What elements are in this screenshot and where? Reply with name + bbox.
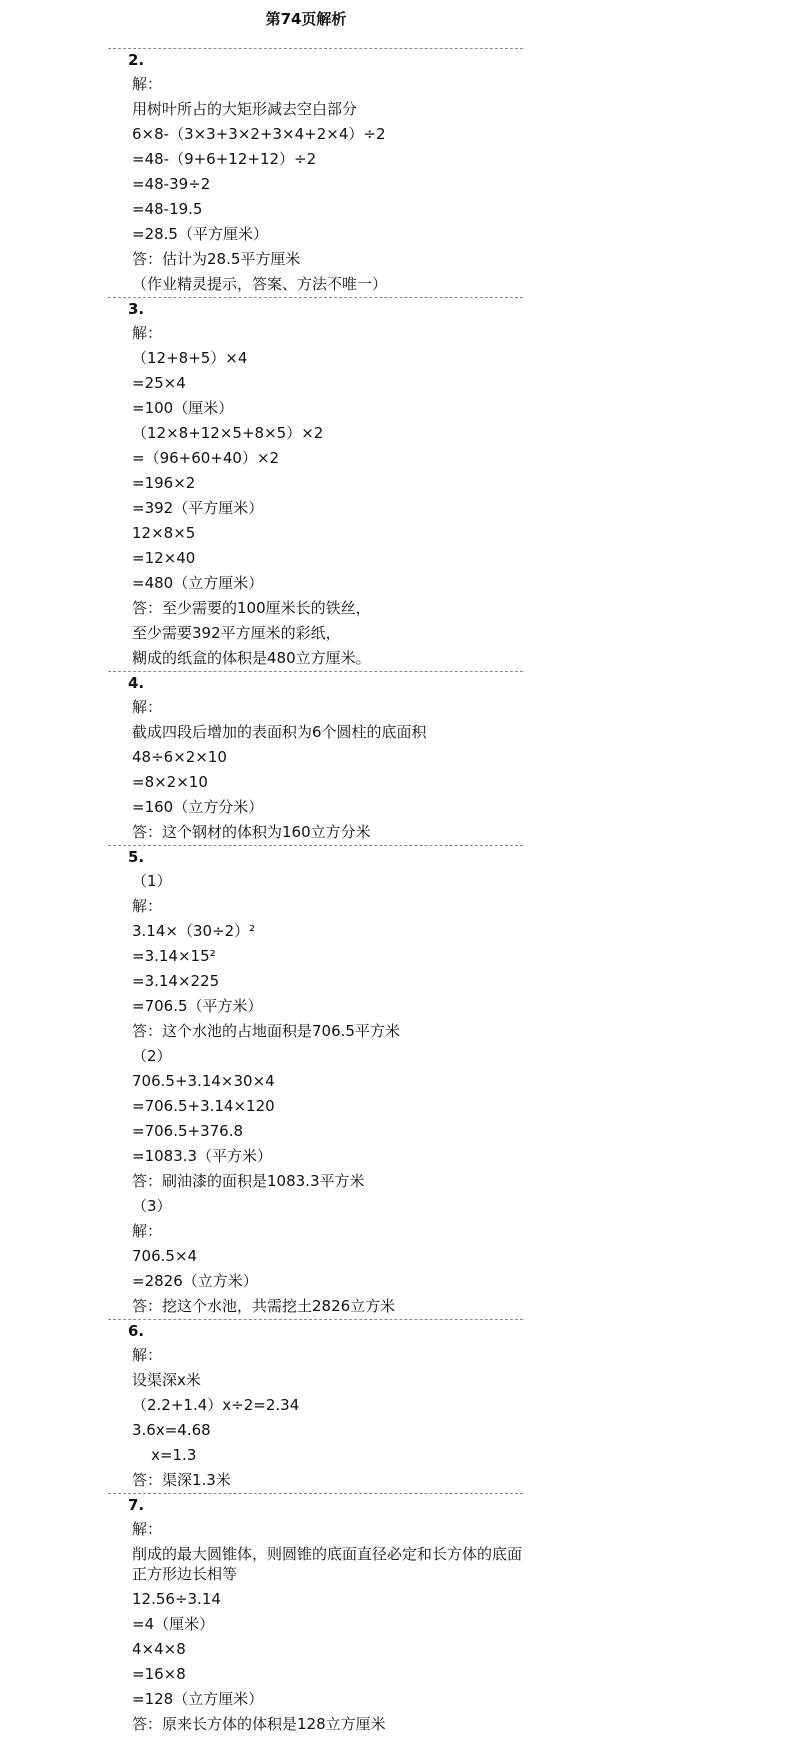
solution-line: 答：原来长方体的体积是128立方厘米 [132,1715,386,1733]
solution-line: 答：这个钢材的体积为160立方分米 [132,823,371,841]
solution-line: 答：刷油漆的面积是1083.3平方米 [132,1172,365,1190]
solution-line: 解： [132,75,163,93]
solution-line: 解： [132,1520,163,1538]
solution-line: =48-19.5 [132,200,203,218]
question-number: 3. [128,300,145,318]
solution-line: =8×2×10 [132,773,208,791]
solution-line: （2.2+1.4）x÷2=2.34 [132,1396,300,1414]
page-title: 第74页解析 [265,10,347,28]
question-number: 6. [128,1322,145,1340]
solution-section [108,1493,523,1737]
solution-line: =16×8 [132,1665,186,1683]
solution-line: =48-（9+6+12+12）÷2 [132,150,317,168]
solution-section [108,671,523,845]
solution-line: =28.5（平方厘米） [132,225,268,243]
question-number: 7. [128,1496,145,1514]
solution-line: 答：渠深1.3米 [132,1471,231,1489]
solution-line: （12+8+5）×4 [132,349,248,367]
solution-line: =480（立方厘米） [132,574,264,592]
question-number: 5. [128,848,145,866]
solution-line: 至少需要392平方厘米的彩纸， [132,624,341,642]
solution-line: =100（厘米） [132,399,234,417]
solution-line: 3.6x=4.68 [132,1421,211,1439]
solutions-list [108,48,523,1737]
solution-line: =706.5（平方米） [132,997,263,1015]
solution-line: 6×8-（3×3+3×2+3×4+2×4）÷2 [132,125,386,143]
solution-line: x=1.3 [132,1446,197,1464]
solution-line: 706.5×4 [132,1247,198,1265]
solution-line: 糊成的纸盒的体积是480立方厘米。 [132,649,371,667]
solution-section [108,48,523,297]
solution-line: =3.14×225 [132,972,220,990]
solution-line: （1） [132,872,172,890]
solution-line: =128（立方厘米） [132,1690,264,1708]
solution-line: 48÷6×2×10 [132,748,227,766]
solution-line: =（96+60+40）×2 [132,449,280,467]
solution-line: =392（平方厘米） [132,499,264,517]
solution-line: =196×2 [132,474,196,492]
solution-line: 解： [132,1222,163,1240]
solution-line: 解： [132,1346,163,1364]
solution-line: =706.5+3.14×120 [132,1097,275,1115]
solution-section [108,1319,523,1493]
solution-line: 用树叶所占的大矩形减去空白部分 [132,100,358,118]
solution-section [108,845,523,1319]
solution-line: =2826（立方米） [132,1272,258,1290]
solution-line: （2） [132,1047,172,1065]
question-number: 2. [128,51,145,69]
solution-line: 截成四段后增加的表面积为6个圆柱的底面积 [132,723,427,741]
solution-line: =3.14×15² [132,947,216,965]
solution-line: 削成的最大圆锥体，则圆锥的底面直径必定和长方体的底面正方形边长相等 [132,1545,523,1583]
solution-line: 答：这个水池的占地面积是706.5平方米 [132,1022,400,1040]
solution-line: 12.56÷3.14 [132,1590,221,1608]
solution-line: =25×4 [132,374,186,392]
solution-line: （作业精灵提示，答案、方法不唯一） [132,275,388,293]
solution-line: （3） [132,1197,172,1215]
solution-line: 答：估计为28.5平方厘米 [132,250,301,268]
solution-line: =1083.3（平方米） [132,1147,273,1165]
solution-line: 答：挖这个水池，共需挖土2826立方米 [132,1297,396,1315]
solution-line: （12×8+12×5+8×5）×2 [132,424,324,442]
solution-line: 12×8×5 [132,524,196,542]
solution-line: 解： [132,324,163,342]
solution-line: 706.5+3.14×30×4 [132,1072,275,1090]
solution-line: =160（立方分米） [132,798,264,816]
solution-line: 解： [132,698,163,716]
solution-line: =706.5+376.8 [132,1122,244,1140]
solution-line: 3.14×（30÷2）² [132,922,256,940]
solution-line: 解： [132,897,163,915]
solution-line: =12×40 [132,549,196,567]
solution-section [108,297,523,671]
solution-line: 设渠深x米 [132,1371,201,1389]
question-number: 4. [128,674,145,692]
solution-line: 答：至少需要的100厘米长的铁丝， [132,599,371,617]
solution-line: =4（厘米） [132,1615,215,1633]
solution-line: =48-39÷2 [132,175,211,193]
solution-line: 4×4×8 [132,1640,186,1658]
